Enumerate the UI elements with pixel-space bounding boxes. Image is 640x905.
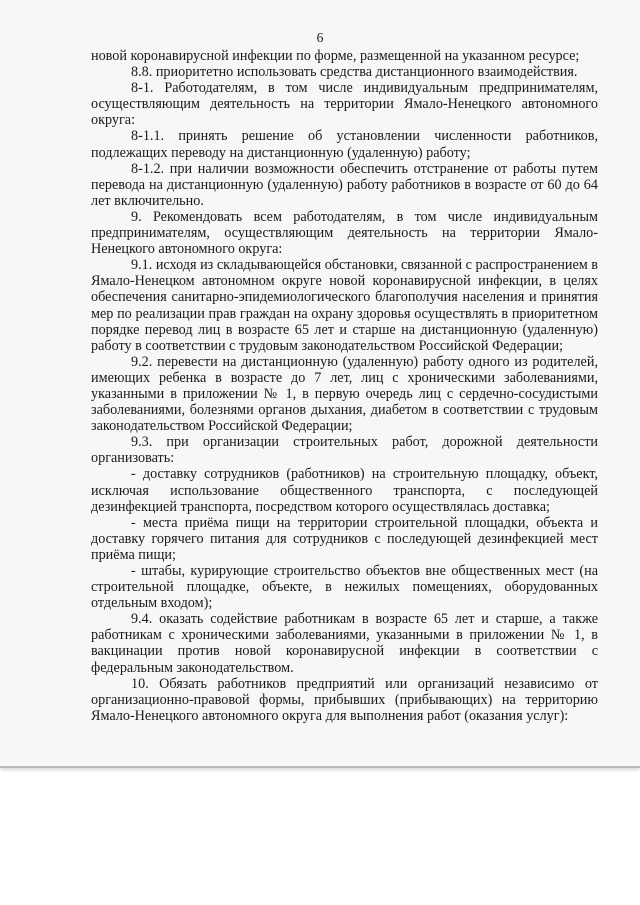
paragraph: 8-1.2. при наличии возможности обеспечить отстранение от работы путем перевода на дистанционную (удаленную) работу работников в возрасте от 60 до 64 лет включительно. xyxy=(91,160,598,209)
paragraph: 8-1.1. принять решение об установлении численности работников, подлежащих переводу на дистанционную (удаленную) работу; xyxy=(91,128,598,161)
paragraph: 9.3. при организации строительных работ, дорожной деятельности организовать: xyxy=(91,434,598,467)
paragraph: 8-1. Работодателям, в том числе индивидуальным предпринимателям, осуществляющим деятельность на территории Ямало-Ненецкого автономного округа: xyxy=(91,80,598,129)
paragraph: 9.1. исходя из складывающейся обстановки, связанной с распространением в Ямало-Ненецком автономном округе новой коронавирусной инфекции, в целях обеспечения санитарно-эпидемиологического благополучия населения и принятия мер по реализации прав граждан на охрану здоровья осуществлять в приоритетном порядке перевод лиц в возрасте 65 лет и старше на дистанционную (удаленную) работу в соответствии с трудовым законодательством Российской Федерации; xyxy=(91,257,598,354)
paragraph: 8.8. приоритетно использовать средства дистанционного взаимодействия. xyxy=(131,64,578,81)
paragraph: 9.4. оказать содействие работникам в возрасте 65 лет и старше, а также работникам с хроническими заболеваниями, указанными в приложении № 1, в вакцинации против новой коронавирусной инфекции в соответствии с федеральным законодательством. xyxy=(91,611,598,676)
paragraph: новой коронавирусной инфекции по форме, размещенной на указанном ресурсе; xyxy=(91,48,580,64)
paragraph: - места приёма пищи на территории строительной площадки, объекта и доставку горячего питания для сотрудников с последующей дезинфекцией мест приёма пищи; xyxy=(91,514,598,563)
paragraph: 9. Рекомендовать всем работодателям, в том числе индивидуальным предпринимателям, осуществляющим деятельность на территории Ямало-Ненецкого автономного округа: xyxy=(91,208,598,258)
paragraph: - доставку сотрудников (работников) на строительную площадку, объект, исключая использование общественного транспорта, с последующей дезинфекцией транспорта, посредством которого осуществлялась доставка; xyxy=(91,466,598,515)
paragraph: 9.2. перевести на дистанционную (удаленную) работу одного из родителей, имеющих ребенка в возрасте до 7 лет, лиц с хроническими заболеваниями, указанными в приложении № 1, в первую очередь лиц с сердечно-сосудистыми заболеваниями, болезнями органов дыхания, диабетом в соответствии с трудовым законодательством Российской Федерации; xyxy=(91,353,598,435)
document-body xyxy=(91,48,598,724)
paragraph: 10. Обязать работников предприятий или организаций независимо от организационно-правовой формы, прибывших (прибывающих) на территорию Ямало-Ненецкого автономного округа для выполнения работ (оказания услуг): xyxy=(91,675,598,724)
page-number: 6 xyxy=(316,30,324,45)
paragraph: - штабы, курирующие строительство объектов вне общественных мест (на строительной площадке, объекте, в нежилых помещениях, оборудованных отдельным входом); xyxy=(91,563,598,612)
